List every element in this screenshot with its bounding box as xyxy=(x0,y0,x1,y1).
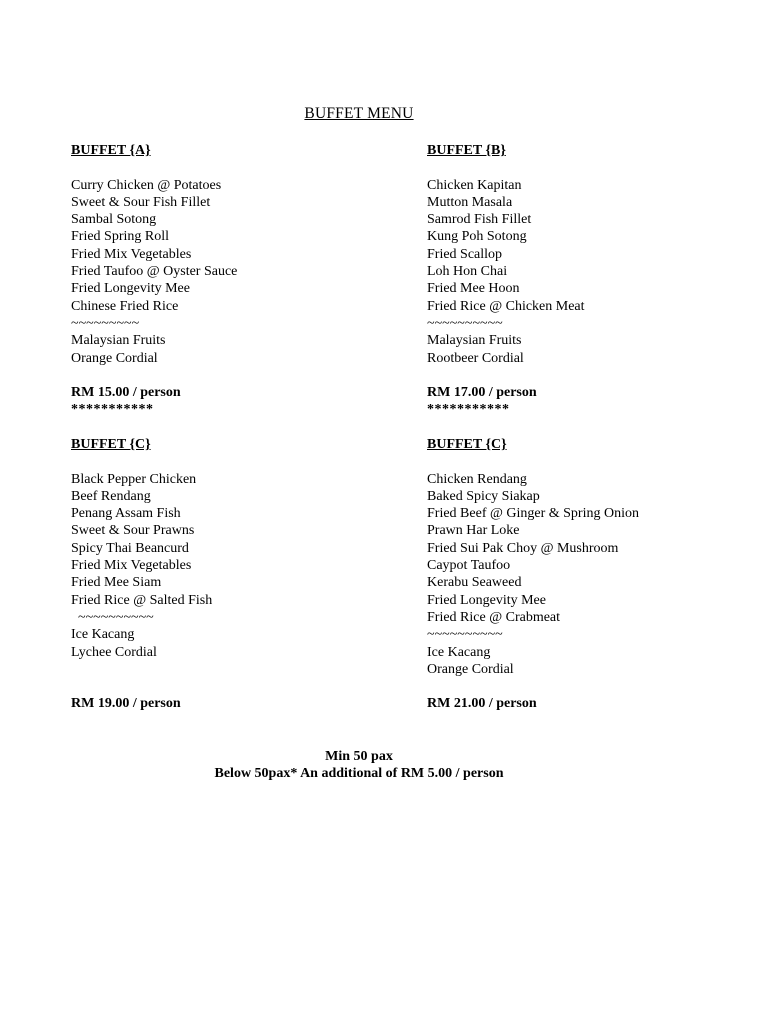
buffet-c-right-price: RM 21.00 / person xyxy=(427,696,537,712)
menu-item: Beef Rendang xyxy=(71,488,151,504)
menu-item: Kerabu Seaweed xyxy=(427,575,522,591)
buffet-a-price: RM 15.00 / person xyxy=(71,385,181,401)
menu-item: Malaysian Fruits xyxy=(427,333,522,349)
menu-divider: ~~~~~~~~~~ xyxy=(71,609,154,625)
menu-item: Chicken Kapitan xyxy=(427,177,522,193)
buffet-c-left-items xyxy=(71,471,401,679)
menu-item: Fried Longevity Mee xyxy=(71,281,190,297)
menu-item: Rootbeer Cordial xyxy=(427,350,524,366)
menu-item: Chicken Rendang xyxy=(427,471,527,487)
menu-divider: ~~~~~~~~~ xyxy=(71,315,140,331)
spacer xyxy=(71,159,401,176)
menu-divider: ~~~~~~~~~~ xyxy=(427,627,503,643)
buffet-c-left-heading: BUFFET {C} xyxy=(71,437,151,452)
menu-item: Curry Chicken @ Potatoes xyxy=(71,177,222,193)
menu-item: Fried Taufoo @ Oyster Sauce xyxy=(71,264,238,280)
footer-notes xyxy=(0,748,718,783)
menu-item-empty xyxy=(71,661,401,678)
menu-item: Baked Spicy Siakap xyxy=(427,488,540,504)
buffet-a-separator: *********** xyxy=(71,402,154,418)
spacer xyxy=(71,453,401,470)
menu-item: Fried Longevity Mee xyxy=(427,592,546,608)
menu-item: Malaysian Fruits xyxy=(71,333,166,349)
spacer xyxy=(427,367,757,384)
menu-item: Samrod Fish Fillet xyxy=(427,212,532,228)
buffet-c-right-section xyxy=(427,436,757,713)
menu-divider: ~~~~~~~~~~ xyxy=(427,315,503,331)
menu-item: Fried Mee Siam xyxy=(71,575,162,591)
buffet-b-separator: *********** xyxy=(427,402,510,418)
menu-item: Loh Hon Chai xyxy=(427,264,508,280)
menu-item: Fried Sui Pak Choy @ Mushroom xyxy=(427,540,619,556)
menu-item: Spicy Thai Beancurd xyxy=(71,540,189,556)
surcharge-note: Below 50pax* An additional of RM 5.00 / person xyxy=(214,766,504,782)
menu-item: Chinese Fried Rice xyxy=(71,298,179,314)
menu-item: Fried Spring Roll xyxy=(71,229,170,245)
menu-item: Caypot Taufoo xyxy=(427,558,511,574)
buffet-a-heading: BUFFET {A} xyxy=(71,143,151,158)
menu-item: Fried Rice @ Chicken Meat xyxy=(427,298,585,314)
buffet-c-left-price: RM 19.00 / person xyxy=(71,696,181,712)
buffet-a-section xyxy=(71,142,401,419)
menu-item: Orange Cordial xyxy=(71,350,158,366)
spacer xyxy=(71,678,401,695)
menu-item: Mutton Masala xyxy=(427,194,513,210)
menu-item: Orange Cordial xyxy=(427,661,514,677)
menu-item: Ice Kacang xyxy=(427,644,491,660)
menu-item: Lychee Cordial xyxy=(71,644,157,660)
menu-item: Prawn Har Loke xyxy=(427,523,520,539)
menu-item: Fried Mix Vegetables xyxy=(71,246,192,262)
spacer xyxy=(427,159,757,176)
menu-item: Fried Mee Hoon xyxy=(427,281,520,297)
buffet-b-items xyxy=(427,177,757,367)
spacer xyxy=(71,367,401,384)
buffet-b-section xyxy=(427,142,757,419)
menu-item: Penang Assam Fish xyxy=(71,506,181,522)
page-title: BUFFET MENU xyxy=(304,105,414,122)
buffet-a-items xyxy=(71,177,401,367)
menu-item: Sweet & Sour Fish Fillet xyxy=(71,194,211,210)
spacer xyxy=(427,678,757,695)
menu-item: Sambal Sotong xyxy=(71,212,157,228)
min-pax-note: Min 50 pax xyxy=(325,749,393,764)
menu-item: Fried Mix Vegetables xyxy=(71,558,192,574)
menu-item: Fried Rice @ Salted Fish xyxy=(71,592,213,608)
menu-item: Ice Kacang xyxy=(71,627,135,643)
menu-item: Kung Poh Sotong xyxy=(427,229,527,245)
menu-item: Sweet & Sour Prawns xyxy=(71,523,195,539)
buffet-c-left-section xyxy=(71,436,401,713)
menu-item: Fried Rice @ Crabmeat xyxy=(427,609,561,625)
menu-item: Fried Scallop xyxy=(427,246,503,262)
buffet-c-right-heading: BUFFET {C} xyxy=(427,437,507,452)
buffet-b-price: RM 17.00 / person xyxy=(427,385,537,401)
menu-item: Fried Beef @ Ginger & Spring Onion xyxy=(427,506,639,522)
spacer xyxy=(427,453,757,470)
buffet-b-heading: BUFFET {B} xyxy=(427,143,506,158)
buffet-c-right-items xyxy=(427,471,757,679)
menu-item: Black Pepper Chicken xyxy=(71,471,197,487)
